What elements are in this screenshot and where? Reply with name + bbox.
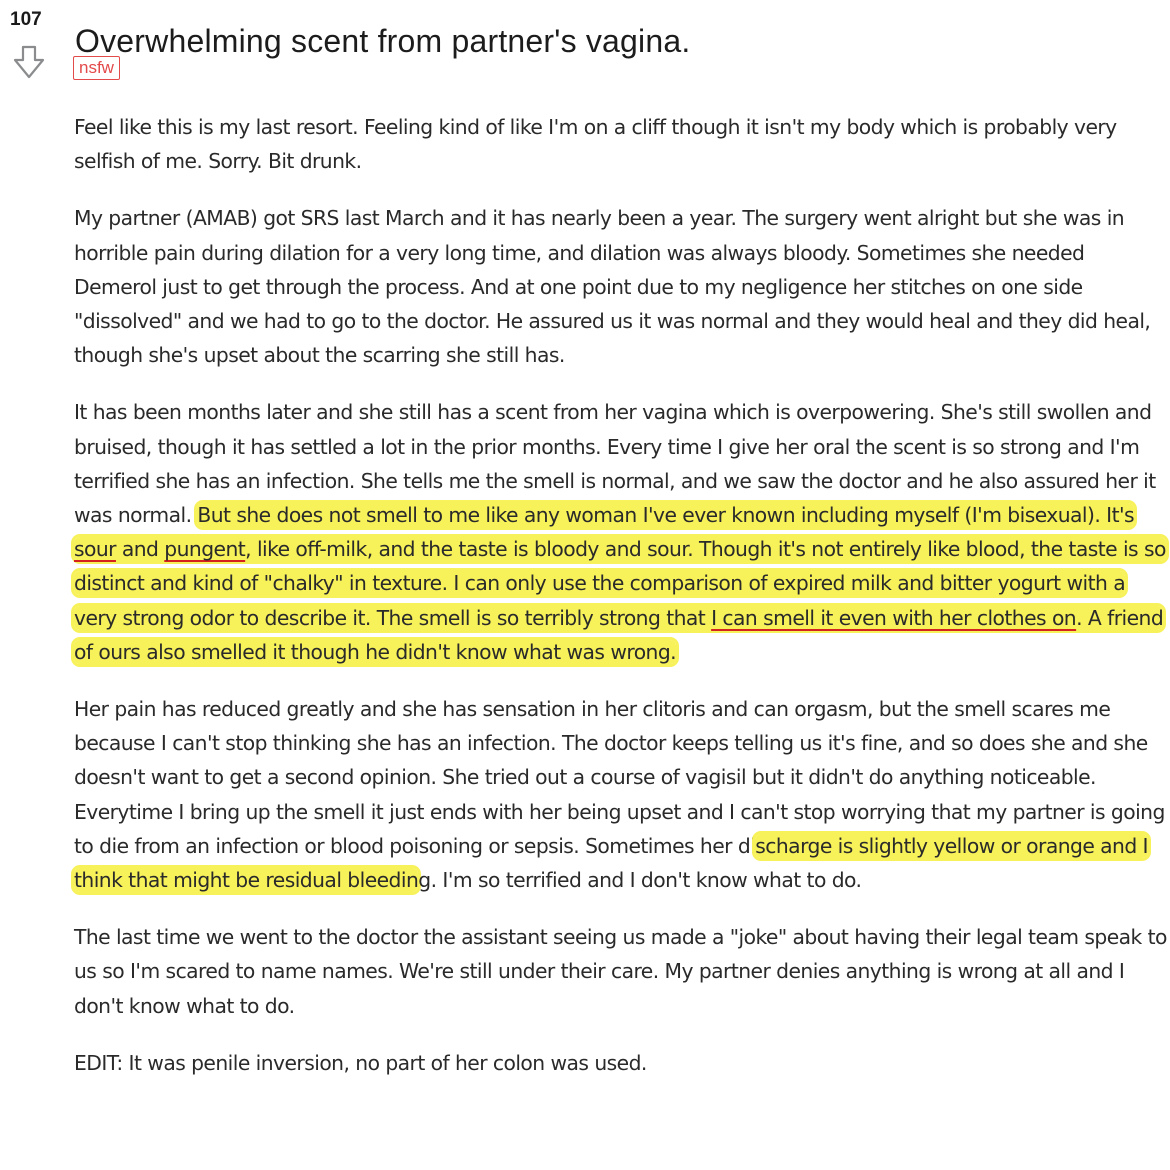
body-text: and [115, 537, 165, 562]
arrow-down-outline-icon[interactable] [12, 44, 46, 80]
nsfw-tag: nsfw [73, 56, 120, 80]
body-paragraph: Feel like this is my last resort. Feeling kind of like I'm on a cliff though it isn't my body which is probably very selfish of me. Sorry. Bit drunk. [74, 115, 1117, 174]
body-paragraph: EDIT: It was penile inversion, no part of her colon was used. [74, 1050, 647, 1075]
highlighted-text: scharge is slightly yellow or orange and I think that might be residual bleedin [74, 833, 1148, 893]
post-body [74, 110, 1170, 1103]
body-text: Her pain has reduced greatly and she has sensation in her clitoris and can orgasm, but the smell scares me because I can't stop thinking she has an infection. The doctor keeps telling us it's fine, and so does she and she doesn't want to get a second opinion. She tried out a course of vagisil but it didn't do anything noticeable. Everytime I bring up the smell it just ends with her being upset and I can't stop worrying that my partner is going to die from an infection or blood poisoning or sepsis. Sometimes her di [74, 697, 1165, 858]
body-text: g. I'm so terrified and I don't know what to do. [418, 868, 862, 893]
underlined-text: sour [74, 537, 116, 562]
underlined-text: I can smell it even with her clothes on [711, 605, 1077, 630]
body-paragraph [74, 395, 1170, 669]
underlined-text: pungent [164, 537, 246, 562]
body-text: It has been months later and she still has a scent from her vagina which is overpowering. She's still swollen and bruised, though it has settled a lot in the prior months. Every time I give her oral the scent is so strong and I'm terrified she has an infection. She tells me the smell is normal, and we saw the doctor and he also assured her it was normal. [74, 400, 1156, 528]
vote-score: 107 [10, 9, 42, 30]
post-title[interactable]: Overwhelming scent from partner's vagina. [75, 23, 691, 60]
body-paragraph [74, 692, 1170, 897]
body-paragraph: The last time we went to the doctor the assistant seeing us made a "joke" about having their legal team speak to us so I'm scared to name names. We're still under their care. My partner denies anything is wrong at all and I don't know what to do. [74, 925, 1167, 1018]
body-text: , like off-milk, and the taste is bloody and sour. Though it's not entirely like blood, the taste is so distinct and kind of "chalky" in texture. I can only use the comparison of expired milk and bitter yogurt with a very strong odor to describe it. The smell is so terribly strong that [74, 537, 1166, 630]
body-text: But she does not smell to me like any woman I've ever known including myself (I'm bisexual). It's [197, 503, 1135, 528]
body-text: . A friend of ours also smelled it though he didn't know what was wrong. [74, 605, 1164, 664]
highlighted-text [74, 503, 1166, 664]
body-paragraph: My partner (AMAB) got SRS last March and it has nearly been a year. The surgery went alright but she was in horrible pain during dilation for a very long time, and dilation was always bloody. Sometimes she needed Demerol just to get through the process. And at one point due to my negligence her stitches on one side "dissolved" and we had to go to the doctor. He assured us it was normal and they would heal and they did heal, though she's upset about the scarring she still has. [74, 206, 1151, 368]
